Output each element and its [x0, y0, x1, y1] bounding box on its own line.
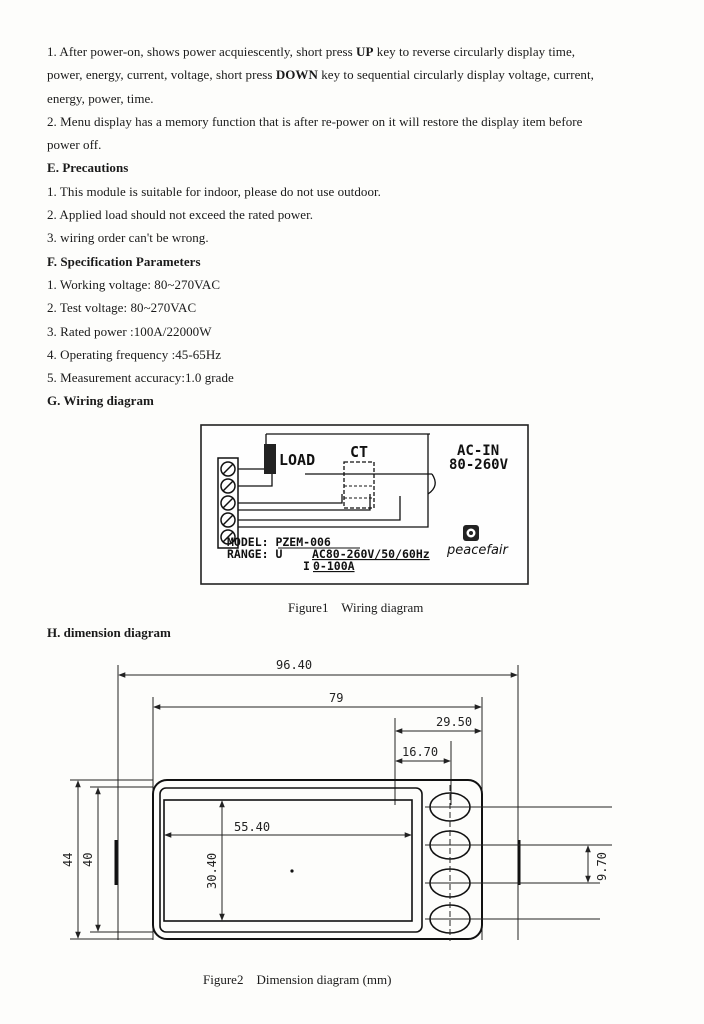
dim-overall-height: 44 — [61, 852, 75, 867]
device-bezel — [160, 788, 422, 932]
text-run: power, energy, current, voltage, short press — [47, 67, 276, 83]
text-run: 1. After power-on, shows power acquiescently, short press — [47, 44, 357, 59]
spec-item: 2. Test voltage: 80~270VAC — [47, 300, 197, 316]
model-text: MODEL: PZEM-006 — [227, 535, 331, 549]
figure2-caption: Figure2 Dimension diagram (mm) — [203, 972, 392, 987]
device-body — [153, 780, 482, 939]
dim-buttons-width: 29.50 — [436, 715, 473, 729]
range-prefix: RANGE: U — [227, 547, 283, 561]
precaution-item: 1. This module is suitable for indoor, please do not use outdoor. — [47, 183, 381, 199]
range-voltage: AC80-260V/50/60Hz — [312, 547, 430, 561]
load-element — [264, 444, 276, 474]
spec-item: 5. Measurement accuracy:1.0 grade — [47, 370, 234, 386]
dimension-heading: H. dimension diagram — [47, 625, 171, 640]
paragraph-2b: power off. — [47, 137, 102, 153]
load-label: LOAD — [279, 451, 316, 469]
wiring-diagram — [200, 424, 530, 586]
specs-heading: F. Specification Parameters — [47, 253, 201, 269]
paragraph-1b — [47, 63, 667, 86]
range-current: 0-100A — [313, 559, 355, 573]
ct-label: CT — [350, 443, 369, 461]
screen-center-mark — [290, 869, 293, 872]
spec-item: 1. Working voltage: 80~270VAC — [47, 276, 221, 292]
up-key-label: UP — [356, 44, 374, 59]
range-current-prefix: I — [303, 559, 310, 573]
text-run: key to reverse circularly display time, — [373, 44, 576, 59]
paragraph-1c: energy, power, time. — [47, 90, 154, 106]
dim-body-width: 79 — [329, 691, 344, 705]
spec-item: 3. Rated power :100A/22000W — [47, 323, 212, 339]
dim-screen-height: 30.40 — [205, 852, 219, 889]
instructions-text — [47, 40, 667, 413]
down-key-label: DOWN — [275, 67, 318, 83]
text-run: key to sequential circularly display voltage, current, — [317, 67, 594, 83]
paragraph-1a — [47, 40, 667, 63]
precaution-item: 2. Applied load should not exceed the rated power. — [47, 207, 314, 223]
dimension-diagram — [40, 645, 660, 970]
dim-screen-width: 55.40 — [234, 820, 271, 834]
precaution-item: 3. wiring order can't be wrong. — [47, 230, 209, 246]
precautions-heading: E. Precautions — [47, 160, 129, 176]
display-screen — [164, 800, 412, 921]
dim-button-offset: 16.70 — [402, 745, 439, 759]
wiring-heading: G. Wiring diagram — [47, 393, 154, 409]
spec-item: 4. Operating frequency :45-65Hz — [47, 346, 222, 362]
ac-in-range: 80-260V — [449, 457, 509, 473]
dim-body-height: 40 — [81, 852, 95, 867]
dim-button-pitch: 9.70 — [595, 852, 609, 881]
ac-in-label: AC-IN — [457, 443, 500, 459]
dim-overall-width: 96.40 — [276, 658, 313, 672]
figure1-caption: Figure1 Wiring diagram — [288, 600, 424, 615]
paragraph-2a: 2. Menu display has a memory function that is after re-power on it will restore the display item before — [47, 113, 583, 129]
peacefair-logo-icon — [463, 525, 479, 541]
brand-name: peacefair — [447, 543, 508, 558]
